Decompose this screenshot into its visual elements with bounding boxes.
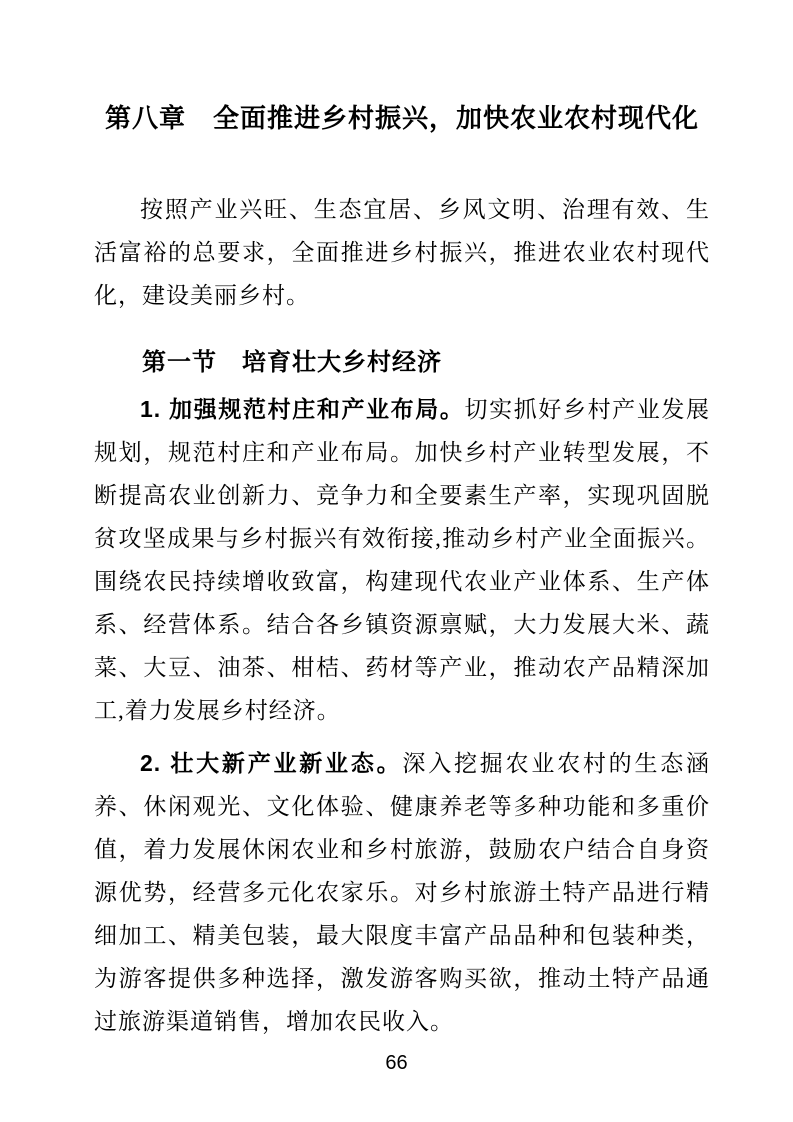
paragraph-1-lead: 1. 加强规范村庄和产业布局。 (140, 396, 465, 422)
paragraph-2 (94, 742, 710, 1043)
intro-paragraph: 按照产业兴旺、生态宜居、乡风文明、治理有效、生活富裕的总要求，全面推进乡村振兴，推进农业农村现代化，建设美丽乡村。 (94, 197, 710, 308)
chapter-title: 第八章 全面推进乡村振兴，加快农业农村现代化 (104, 103, 699, 133)
paragraph-2-text: 深入挖掘农业农村的生态涵养、休闲观光、文化体验、健康养老等多种功能和多重价值，着力发展休闲农业和乡村旅游，鼓励农户结合自身资源优势，经营多元化农家乐。对乡村旅游土特产品进行精细加工、精美包装，最大限度丰富产品品种和包装种类，为游客提供多种选择，激发游客购买欲，推动土特产品通过旅游渠道销售，增加农民收入。 (94, 751, 711, 1034)
paragraph-1-text: 切实抓好乡村产业发展规划，规范村庄和产业布局。加快乡村产业转型发展，不断提高农业创新力、竞争力和全要素生产率，实现巩固脱贫攻坚成果与乡村振兴有效衔接,推动乡村产业全面振兴。围绕农民持续增收致富，构建现代农业产业体系、生产体系、经营体系。结合各乡镇资源禀赋，大力发展大米、蔬菜、大豆、油茶、柑桔、药材等产业，推动农产品精深加工,着力发展乡村经济。 (94, 397, 711, 723)
section-heading: 第一节 培育壮大乡村经济 (142, 349, 442, 376)
paragraph-1 (94, 388, 710, 732)
paragraph-2-lead: 2. 壮大新产业新业态。 (140, 750, 403, 776)
page-number: 66 (385, 1052, 408, 1074)
